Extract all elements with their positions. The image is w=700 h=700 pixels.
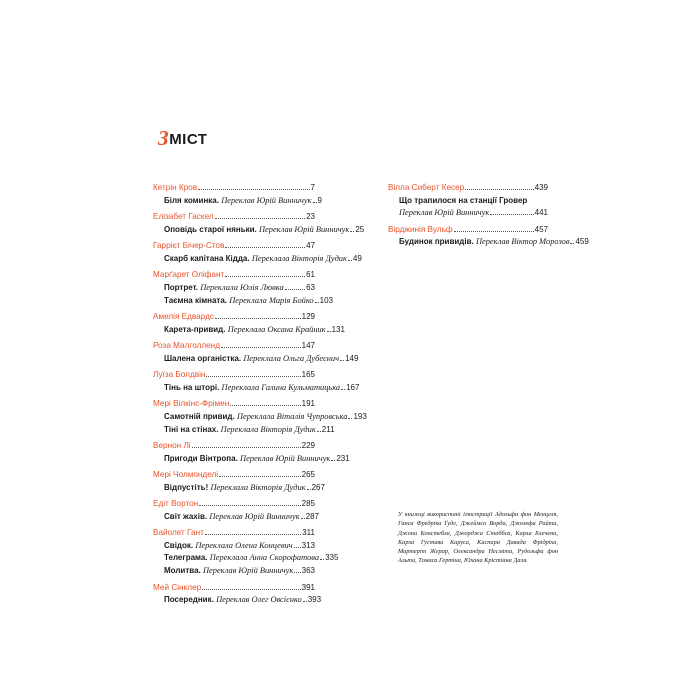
toc-work-text: [164, 540, 293, 553]
toc-author-group: [153, 527, 339, 578]
dot-leader: [350, 231, 354, 232]
toc-work-text: [399, 236, 569, 249]
toc-author-group: [153, 340, 359, 365]
toc-work-text: [164, 224, 349, 237]
toc-page-number: 267: [311, 482, 325, 492]
dot-leader: [215, 318, 301, 319]
toc-translator: Переклала Вікторія Дудик: [220, 424, 316, 434]
toc-translator: Переклала Віталія Чупровська: [236, 411, 348, 421]
dot-leader: [313, 202, 317, 203]
toc-author-name: Кетрін Кров: [153, 183, 198, 192]
toc-work-text: [164, 565, 293, 578]
dot-leader: [570, 243, 574, 244]
dot-leader: [320, 559, 324, 560]
toc-author-entry[interactable]: [153, 398, 315, 411]
toc-work-entry[interactable]: [388, 236, 589, 249]
toc-author-entry[interactable]: [153, 240, 315, 253]
toc-page-number: 265: [301, 469, 315, 479]
toc-work-text: [164, 511, 300, 524]
toc-page-number: 393: [307, 595, 322, 605]
toc-page-number: 61: [306, 270, 315, 280]
toc-page-number: 285: [301, 499, 315, 508]
toc-work-title: Будинок привидів.: [399, 237, 474, 247]
toc-author-name: Елізабет Гаскел: [153, 212, 214, 222]
toc-author-group: [153, 240, 362, 265]
toc-author-group: [388, 182, 548, 220]
toc-author-name: Гаррієт Бічер-Стов: [153, 241, 225, 251]
toc-page-number: 167: [346, 382, 360, 392]
toc-page-number: 313: [301, 540, 315, 550]
toc-author-entry[interactable]: [388, 224, 548, 237]
toc-work-entry[interactable]: [153, 411, 367, 424]
toc-page-number: 311: [302, 528, 315, 538]
toc-work-text: [399, 207, 489, 220]
toc-translator: Переклав Олег Овсієнко: [216, 595, 302, 605]
toc-work-entry[interactable]: [153, 382, 360, 395]
dot-leader: [225, 247, 305, 248]
illustration-credits: У книжці використані ілюстрації Адольфа фон Менцеля, Ганса Фредріка Ґуде, Джеймса Ворда, Джозефа Райта, Джона Констебла, Джорджа Стаббса, Карла Блечена, Карла Густава Каруса, Каспара Давида Фрідріха, Мартеріт Жерар, Олександра Несміта, Рудольфа фон Альта, Томаса Гертіна, Юхана Крістіана Даля.: [398, 511, 558, 565]
toc-work-entry[interactable]: [153, 353, 359, 366]
toc-work-entry[interactable]: [153, 282, 315, 295]
toc-work-text: [164, 353, 339, 366]
toc-author-name: Роза Малголленд: [153, 341, 220, 350]
toc-page-number: 211: [321, 424, 335, 434]
toc-work-text: [164, 552, 319, 565]
toc-author-name: Амелія Едвардс: [153, 311, 214, 321]
dot-leader: [285, 289, 305, 290]
toc-translator: Переклала Вікторія Дудик: [251, 253, 347, 263]
toc-work-entry[interactable]: [153, 424, 335, 437]
toc-author-group: [153, 498, 319, 523]
toc-work-text: [164, 482, 306, 495]
dot-leader: [206, 376, 300, 377]
toc-work-text: [164, 453, 330, 466]
toc-work-text: [164, 195, 312, 208]
toc-author-entry[interactable]: [153, 269, 315, 282]
toc-work-title: Телеграма.: [164, 553, 208, 563]
toc-author-name: Вернон Лі: [153, 440, 191, 450]
toc-page-number: 193: [353, 411, 367, 421]
dot-leader: [340, 360, 344, 361]
toc-work-text: [164, 424, 316, 437]
toc-translator: Переклала Ольга Дубеєнич: [243, 353, 340, 363]
toc-page-number: 129: [301, 311, 315, 321]
toc-work-entry[interactable]: [153, 324, 345, 337]
toc-author-name: Едіт Вортон: [153, 499, 199, 508]
toc-author-entry[interactable]: [153, 340, 315, 353]
toc-author-name: Вірджинія Вульф: [388, 224, 453, 234]
toc-work-entry[interactable]: [153, 511, 319, 524]
dot-leader: [490, 214, 533, 215]
toc-right-column: [388, 182, 589, 253]
toc-page-number: 439: [534, 183, 548, 192]
toc-translator: Переклала Вікторія Дудик: [210, 482, 306, 492]
toc-work-title: Оповідь старої няньки.: [164, 224, 257, 234]
toc-page-number: 457: [534, 224, 548, 234]
toc-author-entry[interactable]: [153, 498, 315, 511]
toc-work-title: Світ жахів.: [164, 511, 208, 521]
toc-author-name: Луїза Болдвін: [153, 370, 206, 380]
toc-page-number: 165: [301, 370, 315, 380]
toc-work-title: Що трапилося на станції Гровер: [399, 195, 528, 205]
toc-page-number: 287: [305, 511, 319, 521]
contents-heading-initial: З: [158, 126, 170, 150]
toc-work-title: Посередник.: [164, 595, 214, 605]
toc-work-entry[interactable]: [388, 195, 548, 208]
toc-author-entry[interactable]: [153, 211, 315, 224]
toc-work-text: [164, 594, 302, 607]
toc-left-column: [153, 182, 367, 611]
dot-leader: [303, 601, 307, 602]
toc-page-number: 49: [352, 253, 362, 263]
dot-leader: [341, 389, 345, 390]
toc-author-name: Вілла Сиберт Кесер: [388, 183, 465, 192]
dot-leader: [301, 518, 305, 519]
dot-leader: [454, 231, 534, 232]
toc-author-name: Мері Чолмонделі: [153, 469, 219, 479]
dot-leader: [307, 489, 311, 490]
toc-author-group: [153, 440, 350, 465]
dot-leader: [294, 572, 300, 573]
toc-page-number: 229: [301, 440, 315, 450]
dot-leader: [348, 260, 352, 261]
toc-page-number: 63: [306, 282, 315, 292]
dot-leader: [199, 505, 300, 506]
dot-leader: [230, 405, 300, 406]
toc-page-number: 441: [534, 208, 548, 218]
toc-work-text: [164, 411, 347, 424]
toc-page-number: 149: [345, 353, 359, 363]
toc-author-name: Мері Вілкінс-Фрімен: [153, 399, 230, 409]
toc-author-entry[interactable]: [153, 582, 315, 595]
toc-author-name: Марґарет Оліфант: [153, 270, 225, 280]
toc-translator: Переклала Галина Кульматицька: [221, 382, 341, 392]
dot-leader: [198, 189, 309, 190]
toc-work-text: [399, 195, 527, 208]
dot-leader: [317, 431, 321, 432]
toc-work-title: Скарб капітана Кідда.: [164, 253, 250, 263]
toc-work-entry[interactable]: [153, 195, 322, 208]
toc-author-entry[interactable]: [153, 527, 315, 540]
toc-page-number: 23: [306, 212, 315, 222]
toc-work-title: Карета-привид.: [164, 324, 226, 334]
toc-page-number: 191: [301, 399, 315, 409]
toc-work-title: Портрет.: [164, 282, 199, 292]
toc-work-title: Пригоди Вінтропа.: [164, 453, 238, 463]
toc-work-entry[interactable]: [153, 453, 350, 466]
toc-work-entry[interactable]: [388, 207, 548, 220]
toc-work-title: Відпустіть!: [164, 482, 209, 492]
contents-heading-rest: МІСТ: [169, 131, 208, 148]
toc-work-text: [164, 253, 347, 266]
toc-author-group: [153, 211, 365, 236]
dot-leader: [221, 347, 301, 348]
toc-page-number: 9: [317, 195, 322, 205]
toc-work-text: [164, 282, 284, 295]
toc-translator: Переклав Юрій Винничук: [221, 195, 312, 205]
toc-work-entry[interactable]: [153, 552, 339, 565]
toc-work-entry[interactable]: [153, 565, 315, 578]
toc-page-number: 363: [301, 566, 315, 576]
toc-work-entry[interactable]: [153, 253, 362, 266]
dot-leader: [348, 418, 352, 419]
dot-leader: [465, 189, 533, 190]
toc-page-number: 459: [575, 237, 589, 247]
contents-heading: [158, 126, 208, 150]
toc-author-entry[interactable]: [153, 182, 315, 195]
dot-leader: [331, 460, 335, 461]
toc-work-entry[interactable]: [153, 224, 365, 237]
toc-translator: Переклала Олена Концевич: [195, 540, 293, 550]
toc-translator: Переклав Юрій Винничук: [399, 208, 490, 218]
toc-work-entry[interactable]: [153, 594, 322, 607]
toc-translator: Переклав Юрій Винничук: [209, 511, 300, 521]
dot-leader: [205, 534, 301, 535]
toc-author-group: [153, 311, 345, 336]
dot-leader: [225, 276, 305, 277]
toc-translator: Переклала Марія Бойко: [229, 295, 314, 305]
toc-author-entry[interactable]: [153, 440, 315, 453]
toc-work-title: Тінь на шторі.: [164, 382, 220, 392]
toc-author-group: [153, 582, 322, 607]
toc-page-number: 231: [336, 453, 350, 463]
toc-translator: Переклала Оксана Крайник: [227, 324, 326, 334]
toc-work-entry[interactable]: [153, 295, 333, 308]
toc-page-number: 335: [325, 553, 339, 563]
toc-page-number: 391: [301, 582, 315, 592]
dot-leader: [327, 331, 331, 332]
toc-translator: Переклала Анна Скорофатова: [209, 553, 320, 563]
toc-work-title: Шалена органістка.: [164, 353, 242, 363]
toc-translator: Переклав Юрій Винничук: [259, 224, 350, 234]
toc-work-entry[interactable]: [153, 540, 315, 553]
dot-leader: [315, 302, 319, 303]
toc-work-title: Таємна кімната.: [164, 295, 227, 305]
toc-page-number: 147: [301, 341, 315, 350]
toc-work-entry[interactable]: [153, 482, 325, 495]
toc-page-number: 47: [306, 241, 315, 251]
dot-leader: [202, 589, 301, 590]
toc-author-name: Вайолет Гант: [153, 528, 204, 538]
toc-author-entry[interactable]: [153, 369, 315, 382]
toc-page-number: 7: [310, 183, 315, 192]
toc-author-group: [153, 269, 333, 307]
toc-work-title: Біля коминка.: [164, 195, 219, 205]
toc-work-title: Молитва.: [164, 566, 201, 576]
toc-translator: Переклав Юрій Винничук: [240, 453, 331, 463]
toc-author-entry[interactable]: [388, 182, 548, 195]
toc-author-group: [153, 398, 367, 436]
toc-translator: Переклав Юрій Винничук: [203, 566, 294, 576]
toc-author-group: [388, 224, 589, 249]
toc-translator: Переклала Юлія Лювка: [200, 282, 284, 292]
toc-page-number: 103: [319, 295, 333, 305]
dot-leader: [215, 218, 305, 219]
toc-work-title: Тіні на стінах.: [164, 424, 219, 434]
toc-author-group: [153, 469, 325, 494]
toc-work-text: [164, 382, 340, 395]
dot-leader: [219, 476, 301, 477]
toc-work-text: [164, 295, 314, 308]
toc-work-title: Свідок.: [164, 540, 194, 550]
dot-leader: [192, 447, 301, 448]
toc-author-group: [153, 369, 360, 394]
toc-author-entry[interactable]: [153, 469, 315, 482]
toc-page-number: 25: [355, 224, 365, 234]
toc-translator: Переклав Віктор Морозов: [475, 237, 570, 247]
toc-author-group: [153, 182, 322, 207]
dot-leader: [294, 547, 301, 548]
toc-work-text: [164, 324, 326, 337]
toc-work-title: Самотній привид.: [164, 411, 235, 421]
toc-page-number: 131: [331, 324, 345, 334]
toc-author-name: Мей Сінклер: [153, 582, 202, 592]
toc-author-entry[interactable]: [153, 311, 315, 324]
